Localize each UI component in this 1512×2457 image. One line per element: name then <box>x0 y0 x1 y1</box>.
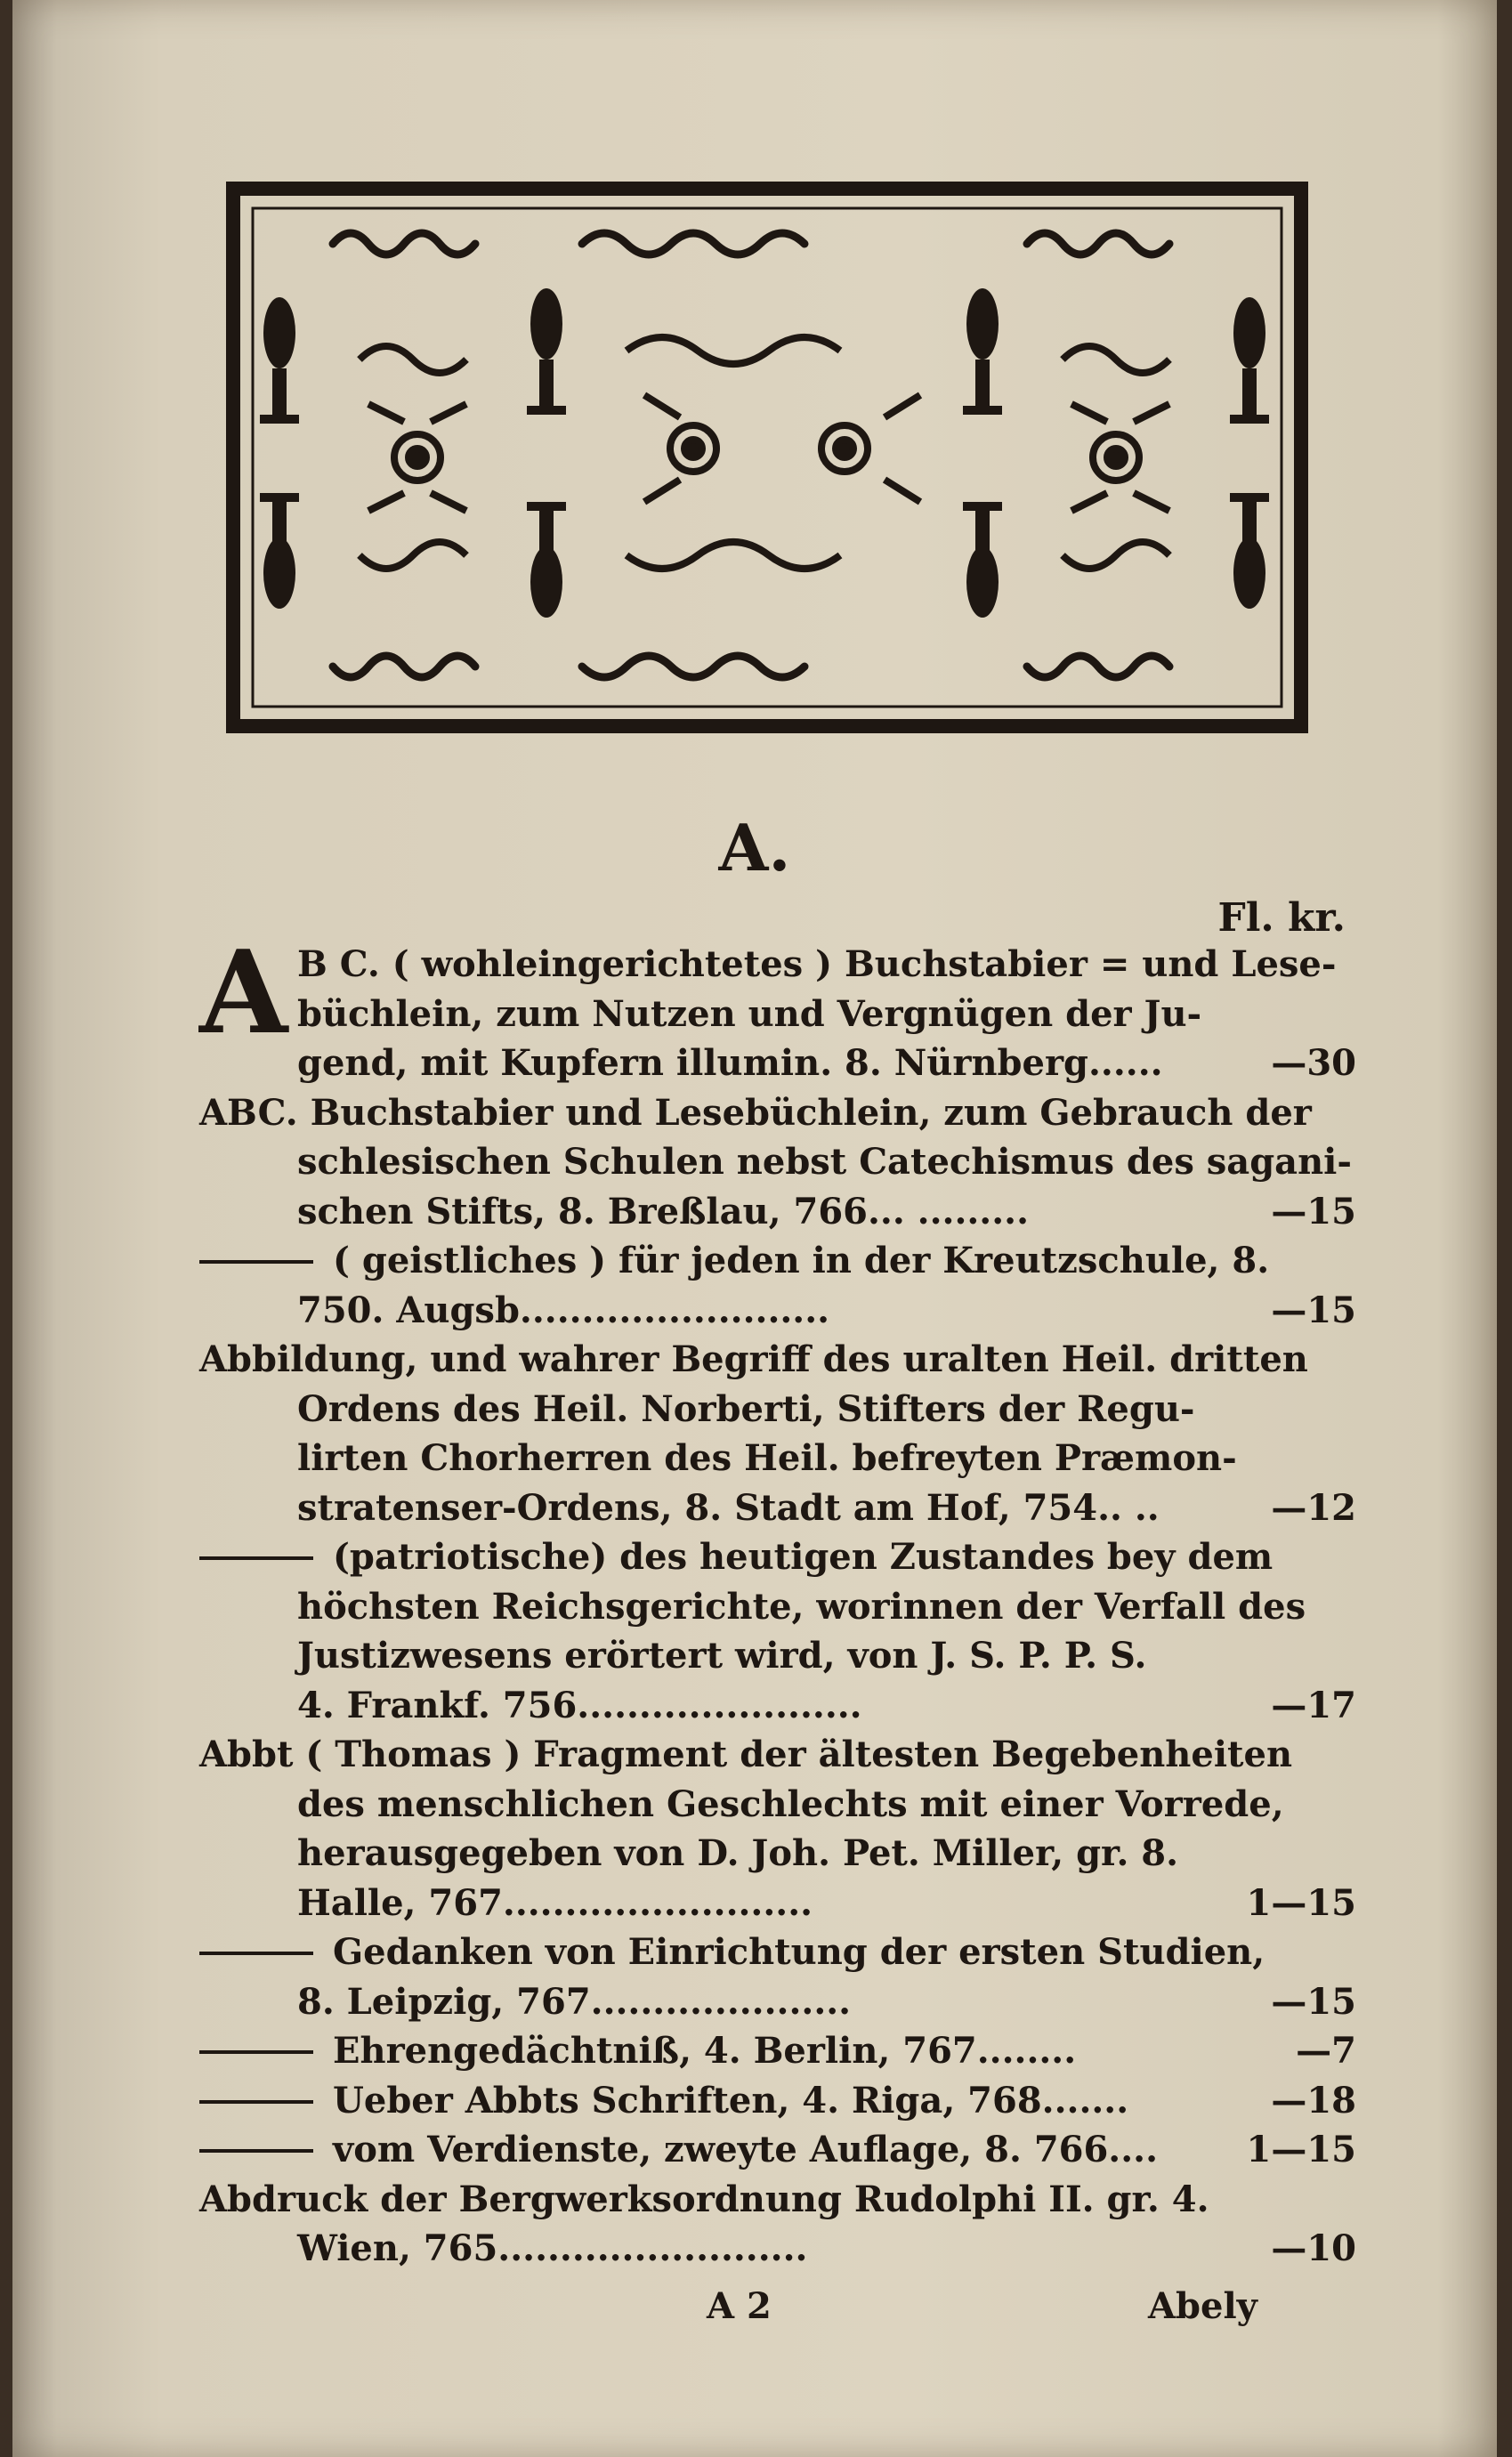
entry-text: schen Stifts, 8. Breßlau, 766... ......... <box>297 1190 1030 1233</box>
drop-cap: A <box>199 926 288 1060</box>
entry-price: —12 <box>1271 1486 1356 1529</box>
entry-text: höchsten Reichsgerichte, worinnen der Verfall des <box>297 1585 1306 1628</box>
entry-text: schlesischen Schulen nebst Catechismus des sagani- <box>297 1141 1352 1183</box>
section-letter-heading: A. <box>718 810 791 885</box>
entry-price: —7 <box>1296 2030 1356 2072</box>
catalogue-line <box>199 1532 1356 1582</box>
entry-text: Wien, 765......................... <box>297 2227 808 2269</box>
catalogue-line <box>199 1335 1356 1385</box>
book-page <box>12 0 1497 2457</box>
catalogue-line <box>199 1434 1356 1483</box>
entry-text: Halle, 767......................... <box>297 1881 813 1924</box>
catalogue-line <box>199 2224 1356 2274</box>
entry-text: lirten Chorherren des Heil. befreyten Præmon- <box>297 1437 1237 1479</box>
entry-text: 4. Frankf. 756....................... <box>297 1684 862 1726</box>
catalogue-line <box>199 1286 1356 1336</box>
entry-text: (patriotische) des heutigen Zustandes bey dem <box>333 1536 1273 1578</box>
entry-price: —18 <box>1271 2079 1356 2122</box>
ditto-dash <box>199 1556 313 1560</box>
entry-text: Ehrengedächtniß, 4. Berlin, 767........ <box>333 2030 1077 2072</box>
entry-text: 8. Leipzig, 767..................... <box>297 1980 852 2023</box>
catalogue-line <box>199 1582 1356 1632</box>
catalogue-line <box>199 2026 1356 2076</box>
catalogue-line <box>199 1879 1356 1928</box>
catalogue-line <box>199 1088 1356 1138</box>
entry-price: 1—15 <box>1246 2129 1356 2170</box>
ornamental-headpiece <box>226 182 1308 733</box>
entry-text: büchlein, zum Nutzen und Vergnügen der Ju- <box>297 992 1202 1035</box>
entry-text: Ueber Abbts Schriften, 4. Riga, 768....... <box>333 2079 1129 2122</box>
catalogue-line <box>199 1730 1356 1780</box>
entry-text: Ordens des Heil. Norberti, Stifters der Regu- <box>297 1387 1195 1430</box>
entry-price: —30 <box>1271 1042 1356 1084</box>
entry-text: Abdruck der Bergwerksordnung Rudolphi II. gr. 4. <box>199 2178 1209 2220</box>
ditto-dash <box>199 1260 313 1264</box>
catalogue-line <box>199 1483 1356 1533</box>
ditto-dash <box>199 2100 313 2104</box>
ditto-dash <box>199 1952 313 1955</box>
entry-price: 1—15 <box>1246 1881 1356 1924</box>
catalogue-line <box>199 1780 1356 1830</box>
entry-text: herausgegeben von D. Joh. Pet. Miller, gr. 8. <box>297 1832 1179 1874</box>
entry-text: B C. ( wohleingerichtetes ) Buchstabier = und Lese- <box>297 943 1337 985</box>
entry-text: Abbildung, und wahrer Begriff des uralten Heil. dritten <box>199 1338 1308 1380</box>
catalogue-line <box>199 2175 1356 2225</box>
catalogue-line <box>199 2125 1356 2175</box>
entry-text: Gedanken von Einrichtung der ersten Studien, <box>333 1931 1265 1973</box>
catalogue-line <box>199 1977 1356 2027</box>
entry-text: stratenser-Ordens, 8. Stadt am Hof, 754.. .. <box>297 1486 1160 1529</box>
entry-price: —17 <box>1271 1684 1356 1726</box>
catalogue-line <box>199 1631 1356 1681</box>
catalogue-line <box>199 1928 1356 1977</box>
catalogue-line <box>199 1681 1356 1731</box>
entry-text: des menschlichen Geschlechts mit einer Vorrede, <box>297 1782 1284 1825</box>
signature-mark: A 2 <box>707 2285 772 2327</box>
entry-text: vom Verdienste, zweyte Auflage, 8. 766.... <box>333 2129 1159 2170</box>
catalogue-line <box>199 1236 1356 1286</box>
entry-price: —15 <box>1271 1190 1356 1233</box>
entry-price: —10 <box>1271 2227 1356 2269</box>
currency-column-header: Fl. kr. <box>1217 895 1346 941</box>
entry-price: —15 <box>1271 1980 1356 2023</box>
entry-text: gend, mit Kupfern illumin. 8. Nürnberg...... <box>297 1042 1163 1084</box>
catalogue-line <box>199 1187 1356 1237</box>
entry-price: —15 <box>1271 1289 1356 1331</box>
catalogue-entries <box>199 926 1356 2274</box>
catalogue-line <box>199 1039 1356 1088</box>
catalogue-line <box>199 1137 1356 1187</box>
catalogue-line <box>199 1385 1356 1435</box>
entry-text: 750. Augsb......................... <box>297 1289 830 1331</box>
ditto-dash <box>199 2149 313 2153</box>
catalogue-line <box>199 2076 1356 2126</box>
entry-text: ( geistliches ) für jeden in der Kreutzschule, 8. <box>333 1240 1270 1281</box>
catchword: Abely <box>1148 2285 1257 2327</box>
ditto-dash <box>199 2050 313 2054</box>
catalogue-line <box>199 990 1356 1039</box>
entry-text: Abbt ( Thomas ) Fragment der ältesten Begebenheiten <box>199 1734 1293 1775</box>
entry-text: Justizwesens erörtert wird, von J. S. P. P. S. <box>297 1635 1147 1677</box>
entry-text: ABC. Buchstabier und Lesebüchlein, zum Gebrauch der <box>199 1091 1312 1134</box>
catalogue-line <box>199 1829 1356 1879</box>
